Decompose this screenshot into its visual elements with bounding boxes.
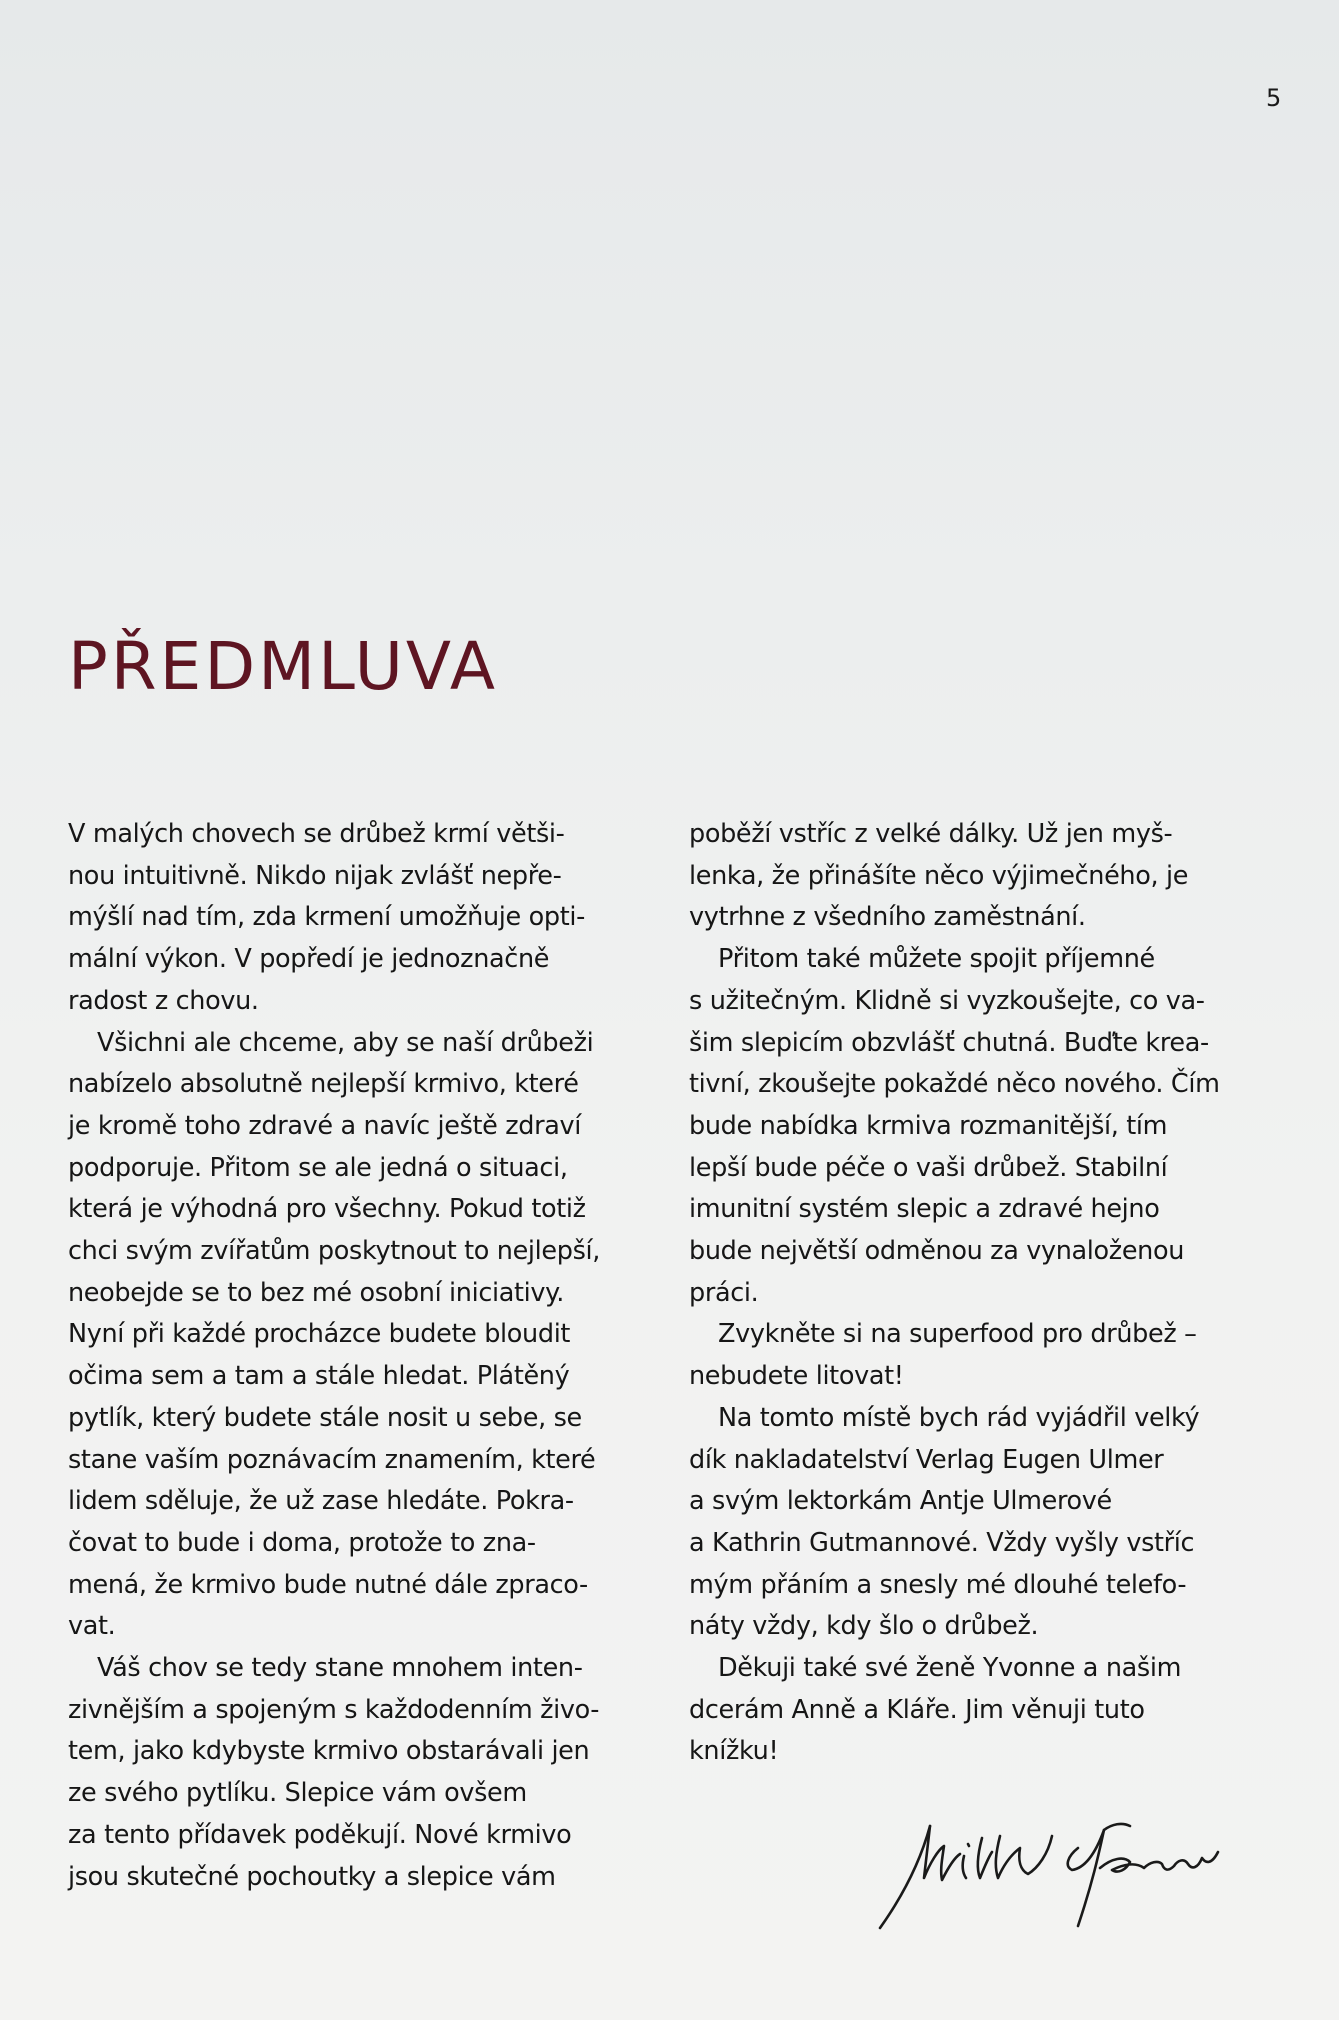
- text-line: mální výkon. V popředí je jednoznačně: [68, 944, 550, 975]
- text-line: ze svého pytlíku. Slepice vám ovšem: [68, 1778, 527, 1809]
- page-number: 5: [1266, 84, 1282, 112]
- text-line: vat.: [68, 1611, 116, 1642]
- text-line: Váš chov se tedy stane mnohem inten-: [97, 1653, 583, 1684]
- text-line: tivní, zkoušejte pokaždé něco nového. Čím: [689, 1069, 1220, 1100]
- text-line: dík nakladatelství Verlag Eugen Ulmer: [689, 1444, 1164, 1475]
- text-line: Zvykněte si na superfood pro drůbež –: [718, 1319, 1197, 1350]
- text-line: pytlík, který budete stále nosit u sebe, se: [68, 1402, 582, 1433]
- text-line: za tento přídavek poděkují. Nové krmivo: [68, 1819, 572, 1850]
- text-line: která je výhodná pro všechny. Pokud totiž: [68, 1194, 586, 1225]
- text-line: vytrhne z všedního zaměstnání.: [689, 902, 1086, 933]
- text-line: mená, že krmivo bude nutné dále zpraco-: [68, 1569, 588, 1600]
- text-line: mýšlí nad tím, zda krmení umožňuje opti-: [68, 902, 585, 933]
- text-line: Na tomto místě bych rád vyjádřil velký: [718, 1402, 1200, 1433]
- text-line: lepší bude péče o vaši drůbež. Stabilní: [689, 1152, 1168, 1183]
- text-line: podporuje. Přitom se ale jedná o situaci,: [68, 1152, 568, 1183]
- text-line: mým přáním a snesly mé dlouhé telefo-: [689, 1569, 1187, 1600]
- text-line: neobejde se to bez mé osobní iniciativy.: [68, 1277, 565, 1308]
- text-line: šim slepicím obzvlášť chutná. Buďte krea-: [689, 1027, 1209, 1058]
- text-line: Všichni ale chceme, aby se naší drůbeži: [97, 1027, 594, 1058]
- text-line: nebudete litovat!: [689, 1361, 904, 1392]
- text-line: lenka, že přinášíte něco výjimečného, je: [689, 860, 1189, 891]
- text-line: Nyní při každé procházce budete bloudit: [68, 1319, 571, 1350]
- text-line: nabízelo absolutně nejlepší krmivo, které: [68, 1069, 579, 1100]
- text-line: nou intuitivně. Nikdo nijak zvlášť nepře-: [68, 860, 562, 891]
- handwritten-signature-icon: [872, 1808, 1240, 1938]
- text-line: V malých chovech se drůbež krmí větši-: [68, 819, 565, 849]
- text-line: bude největší odměnou za vynaloženou: [689, 1236, 1185, 1267]
- text-line: náty vždy, kdy šlo o drůbež.: [689, 1611, 1039, 1642]
- text-line: radost z chovu.: [68, 985, 259, 1016]
- text-line: lidem sděluje, že už zase hledáte. Pokra-: [68, 1486, 574, 1517]
- text-line: chci svým zvířatům poskytnout to nejlepší,: [68, 1236, 601, 1267]
- text-line: poběží vstříc z velké dálky. Už jen myš-: [689, 819, 1173, 849]
- text-line: stane vaším poznávacím znamením, které: [68, 1444, 596, 1475]
- text-line: práci.: [689, 1277, 759, 1308]
- text-line: knížku!: [689, 1736, 779, 1767]
- text-line: dcerám Anně a Kláře. Jim věnuji tuto: [689, 1694, 1145, 1725]
- text-line: bude nabídka krmiva rozmanitější, tím: [689, 1110, 1168, 1141]
- left-text-column: [68, 814, 668, 1898]
- text-line: jsou skutečné pochoutky a slepice vám: [68, 1861, 556, 1892]
- text-line: s užitečným. Klidně si vyzkoušejte, co va-: [689, 985, 1205, 1016]
- right-text-column: [689, 814, 1289, 1773]
- text-line: tem, jako kdybyste krmivo obstarávali jen: [68, 1736, 590, 1767]
- chapter-title: PŘEDMLUVA: [68, 628, 498, 705]
- text-line: Přitom také můžete spojit příjemné: [718, 944, 1155, 975]
- text-line: očima sem a tam a stále hledat. Plátěný: [68, 1361, 570, 1392]
- text-line: je kromě toho zdravé a navíc ještě zdraví: [68, 1110, 582, 1141]
- text-line: čovat to bude i doma, protože to zna-: [68, 1527, 536, 1558]
- text-line: imunitní systém slepic a zdravé hejno: [689, 1194, 1160, 1225]
- text-line: Děkuji také své ženě Yvonne a našim: [718, 1653, 1182, 1684]
- text-line: a Kathrin Gutmannové. Vždy vyšly vstříc: [689, 1527, 1195, 1558]
- text-line: a svým lektorkám Antje Ulmerové: [689, 1486, 1112, 1517]
- text-line: zivnějším a spojeným s každodenním živo-: [68, 1694, 600, 1725]
